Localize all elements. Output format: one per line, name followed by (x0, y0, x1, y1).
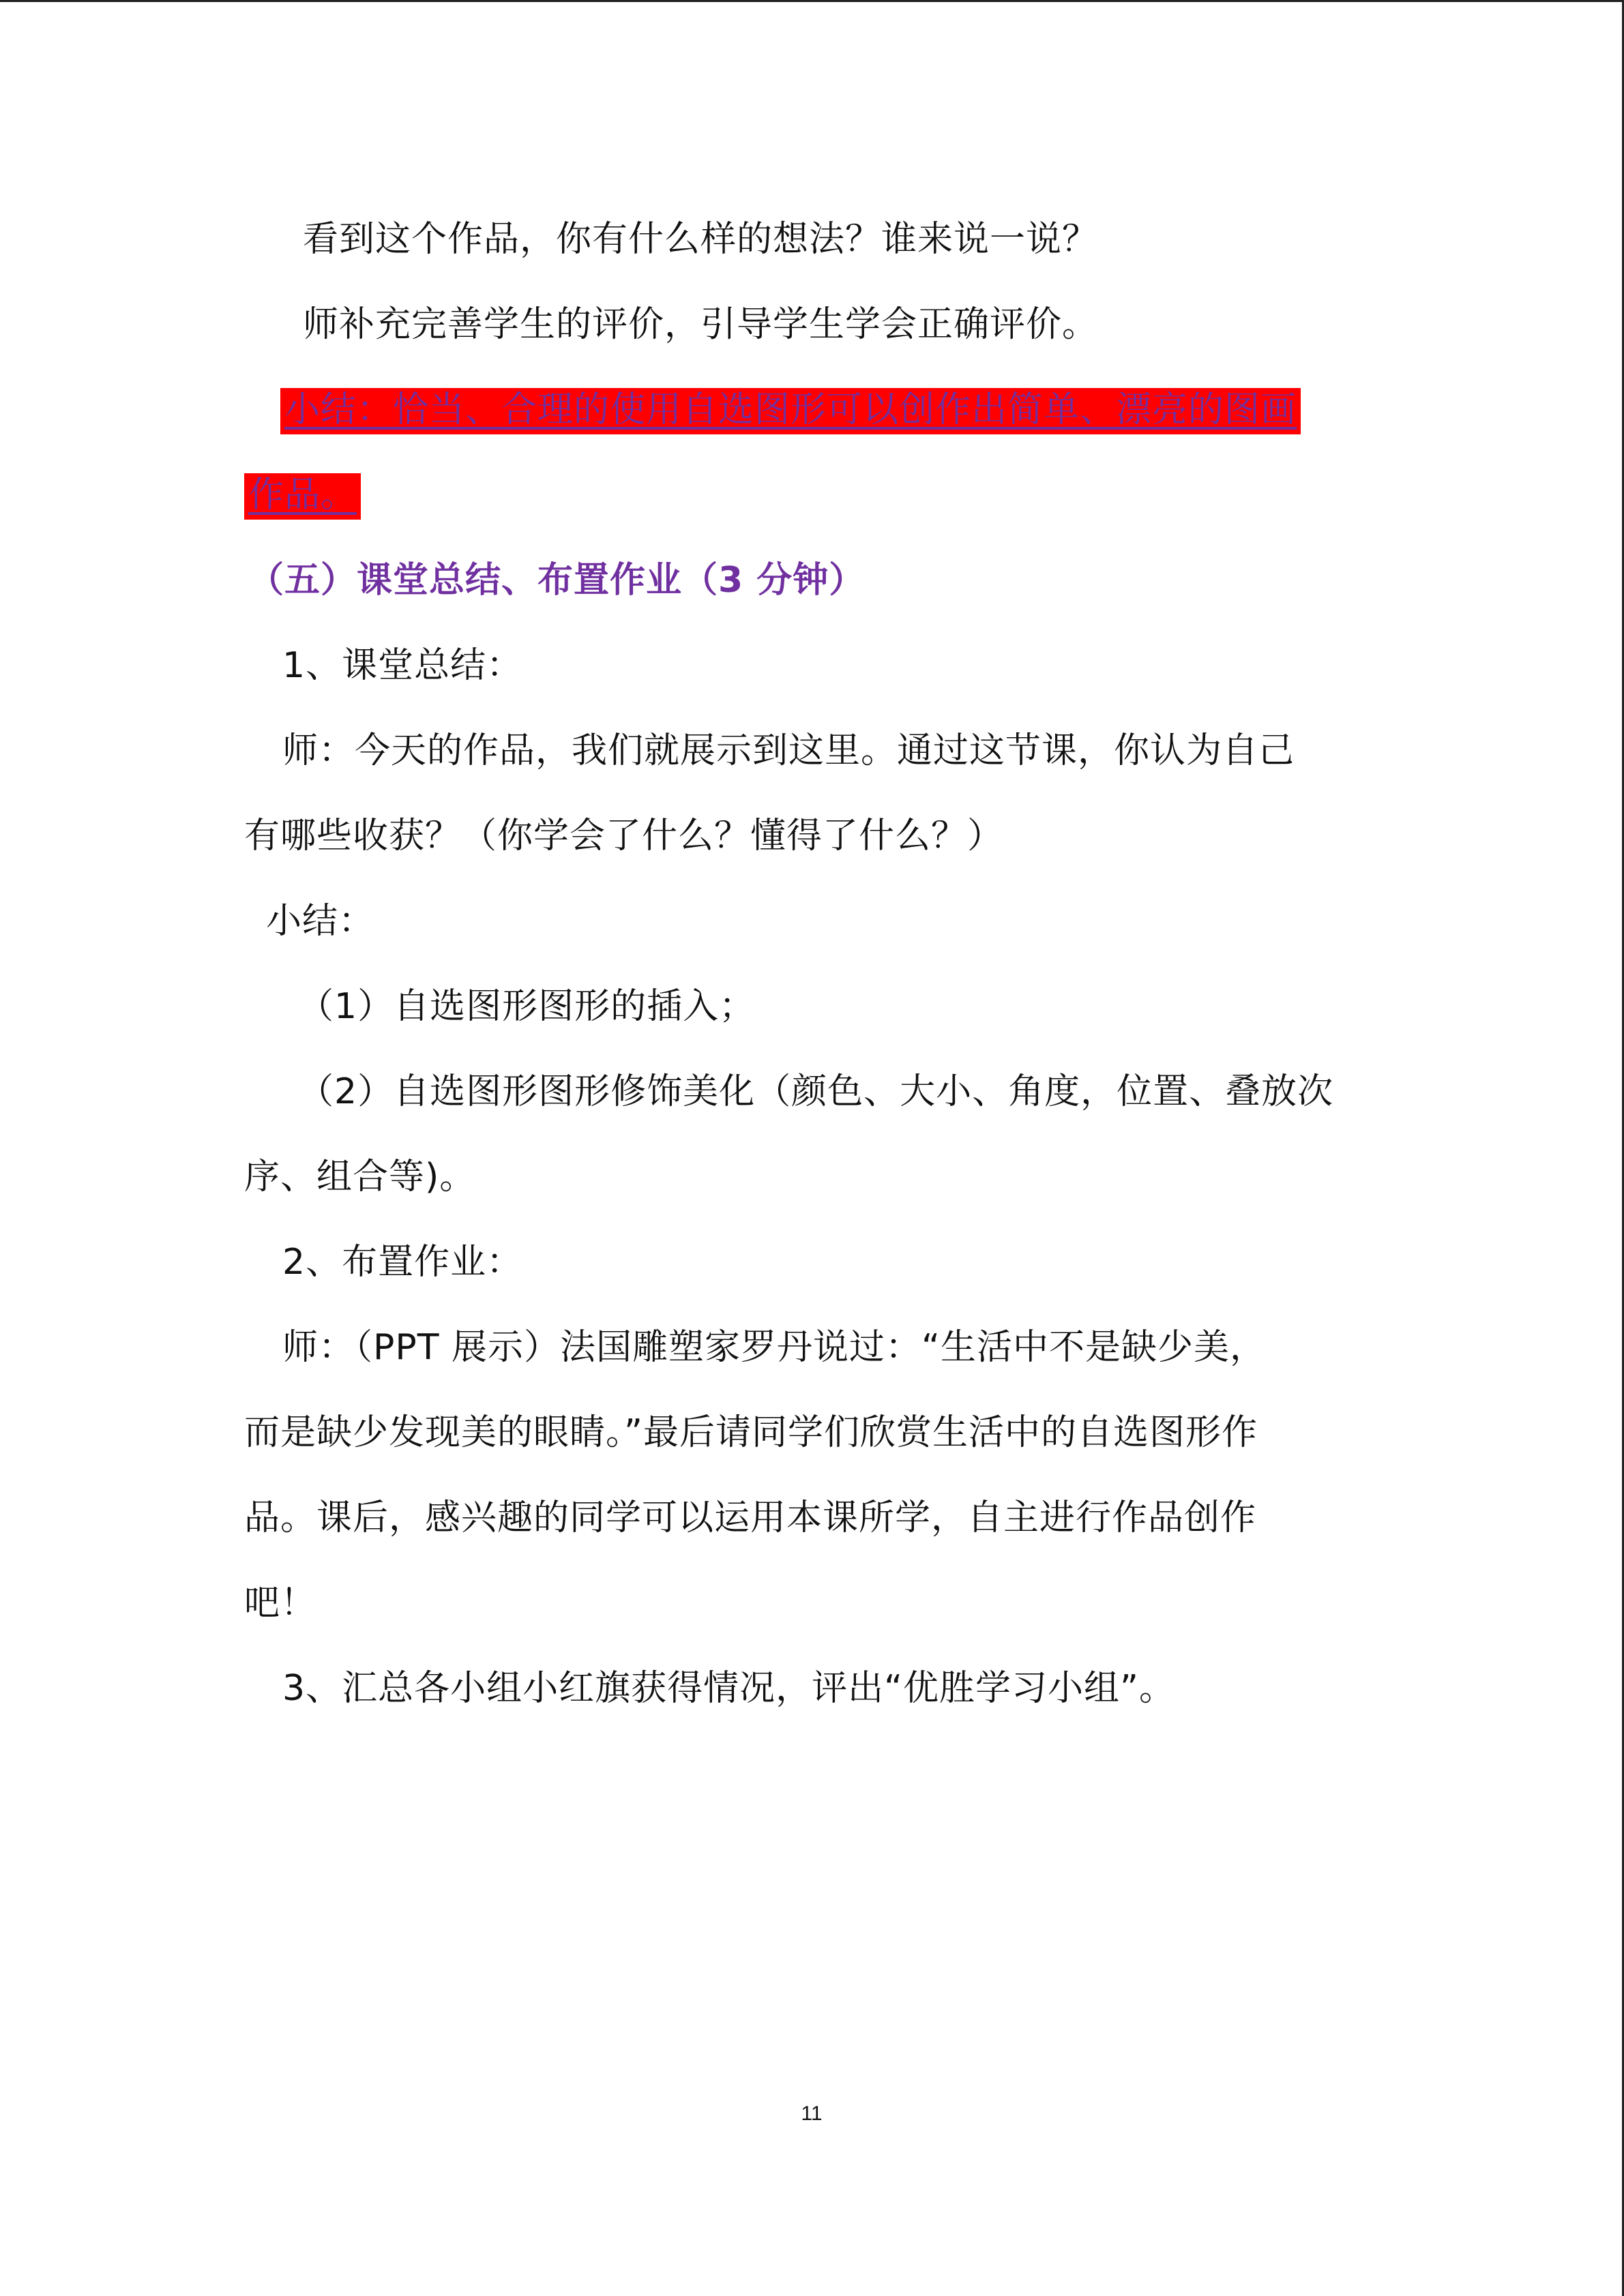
highlighted-summary-text-2: 作品。 (244, 473, 361, 520)
item-group-award: 3、汇总各小组小红旗获得情况，评出“优胜学习小组”。 (282, 1668, 1175, 1709)
summary-point-2: （2）自选图形图形修饰美化（颜色、大小、角度，位置、叠放次 (298, 1071, 1334, 1112)
item-class-summary: 1、课堂总结： (282, 645, 523, 686)
item-homework: 2、布置作业： (282, 1242, 523, 1283)
summary-point-1: （1）自选图形图形的插入； (298, 986, 756, 1027)
paragraph-homework-end: 吧！ (244, 1583, 317, 1624)
highlighted-summary-line (280, 386, 1301, 434)
paragraph-question: 看到这个作品，你有什么样的想法？谁来说一说？ (303, 219, 1099, 260)
highlighted-summary-text-1: 小结：恰当、合理的使用自选图形可以创作出简单、漂亮的图画 (280, 388, 1301, 434)
paragraph-teacher-evaluation: 师补充完善学生的评价，引导学生学会正确评价。 (303, 304, 1099, 345)
page-top-border (0, 0, 1624, 2)
summary-label: 小结： (266, 901, 375, 942)
section-heading: （五）课堂总结、布置作业（3 分钟） (248, 560, 866, 601)
paragraph-homework-after-class: 品。课后，感兴趣的同学可以运用本课所学，自主进行作品创作 (244, 1497, 1257, 1538)
paragraph-homework-quote-cont: 而是缺少发现美的眼睛。”最后请同学们欣赏生活中的自选图形作 (244, 1412, 1258, 1453)
highlighted-summary-line (244, 471, 361, 519)
summary-point-2-cont: 序、组合等)。 (244, 1157, 476, 1197)
paragraph-teacher-question-cont: 有哪些收获？（你学会了什么？懂得了什么？） (244, 816, 1004, 856)
paragraph-teacher-question: 师：今天的作品，我们就展示到这里。通过这节课，你认为自己 (282, 730, 1295, 771)
page-number: 11 (801, 2102, 823, 2125)
paragraph-homework-quote: 师：（PPT 展示）法国雕塑家罗丹说过：“生活中不是缺少美， (282, 1327, 1266, 1368)
